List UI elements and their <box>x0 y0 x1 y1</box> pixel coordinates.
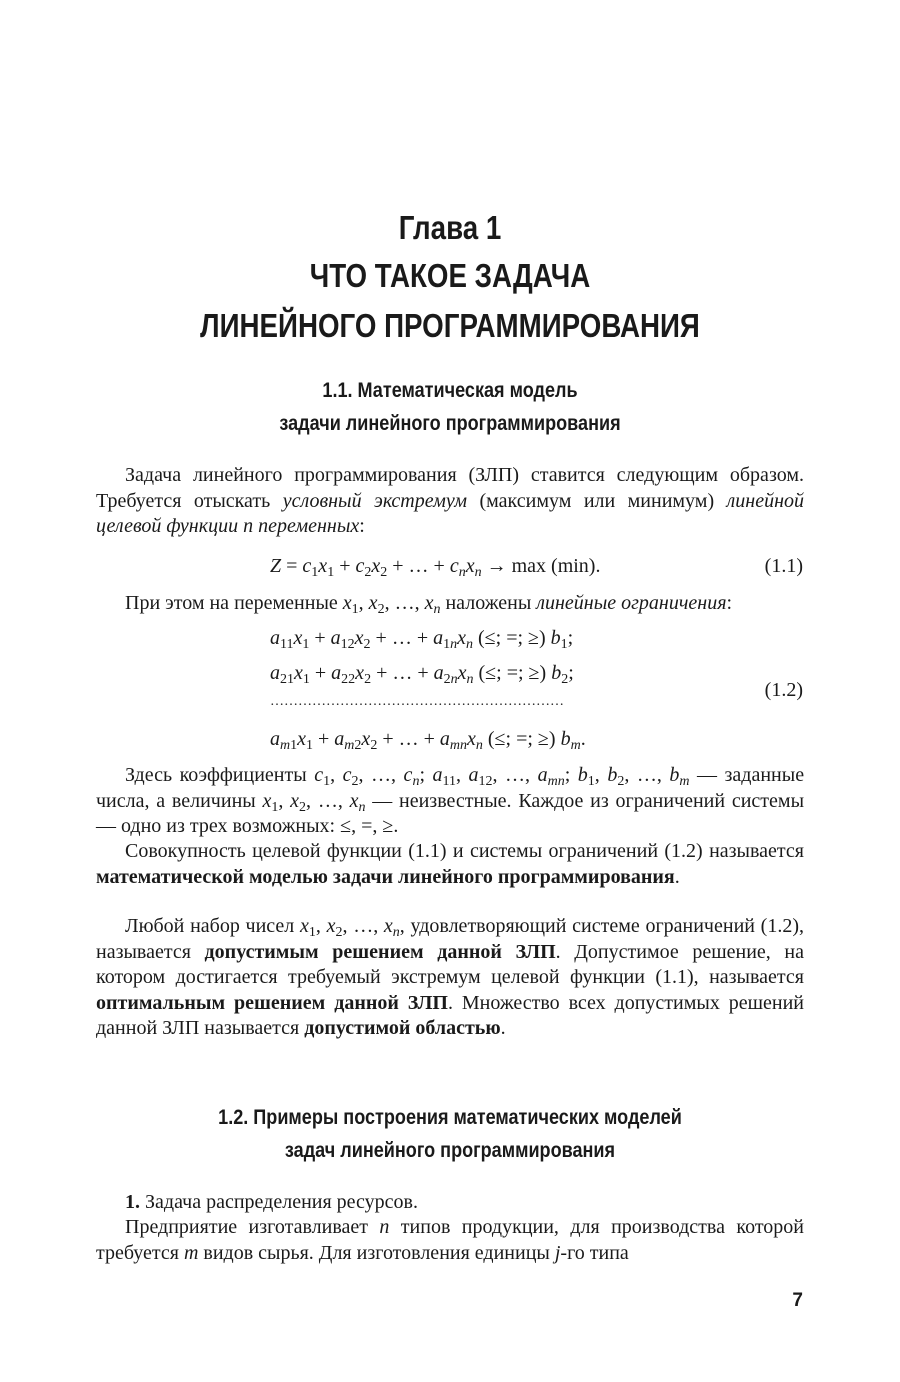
equation-number-1-2: (1.2) <box>764 679 803 701</box>
chapter-title-line-1: ЧТО ТАКОЕ ЗАДАЧА <box>309 257 591 294</box>
enterprise-paragraph: Предприятие изготавливает n типов продукции, для производства которой требуется m видов сырья. Для изготовления единицы j-го типа <box>96 1216 804 1264</box>
constraint-row-1: $a_{11}x_1 + a_{12}x_2$ + … + $a_{1n}x_n$ (≤; =; ≥) $b_1$; <box>270 627 574 653</box>
chapter-label: Глава 1 <box>398 209 502 246</box>
equation-number-1-1: (1.1) <box>764 555 803 577</box>
constraints-intro-paragraph: При этом на переменные $x_1$, $x_2$, …, $x_n$ наложены линейные ограничения: <box>125 592 733 618</box>
coefficients-paragraph: Здесь коэффициенты $c_1$, $c_2$, …, $c_n$; $a_{11}$, $a_{12}$, …, $a_{mn}$; $b_1$, $b_2$, …, $b_m$ — заданные числа, а величины $x_1$, $x_2$, …, $x_n$ — неизвестные. Каждое из ограничений системы — одно из трех возможных: ≤, =, ≥. <box>96 764 805 837</box>
section-1-1-heading-line-2: задачи линейного программирования <box>279 411 621 435</box>
chapter-title-line-2: ЛИНЕЙНОГО ПРОГРАММИРОВАНИЯ <box>200 307 700 344</box>
intro-paragraph: Задача линейного программирования (ЗЛП) ставится следующим образом. Требуется отыскать условный экстремум (максимум или минимум) линейной целевой функции n переменных: <box>96 464 804 537</box>
section-1-1-heading-line-1: 1.1. Математическая модель <box>322 378 578 402</box>
formula-1-1: $Z = c_1x_1 + c_2x_2$ + … + $c_nx_n \to \max (\min)$. <box>270 555 601 581</box>
feasible-solution-paragraph: Любой набор чисел $x_1$, $x_2$, …, $x_n$, удовлетворяющий системе ограничений (1.2), называется допустимым решением данной ЗЛП. Допустимое решение, на котором достигается требуемый экстремум целевой функции (1.1), называется оптимальным решением данной ЗЛП. Множество всех допустимых решений данной ЗЛП называется допустимой областью. <box>96 915 805 1039</box>
constraint-dots-row: ……………………………………………………… <box>270 694 564 709</box>
constraint-row-m: $a_{m1}x_1 + a_{m2}x_2$ + … + $a_{mn}x_n$ (≤; =; ≥) $b_m$. <box>270 728 586 754</box>
example-1-title: 1. Задача распределения ресурсов. <box>125 1191 418 1213</box>
section-1-2-heading-line-1: 1.2. Примеры построения математических моделей <box>218 1105 682 1129</box>
constraint-row-2: $a_{21}x_1 + a_{22}x_2$ + … + $a_{2n}x_n$ (≤; =; ≥) $b_2$; <box>270 662 574 688</box>
section-1-2-heading-line-2: задач линейного программирования <box>284 1138 616 1162</box>
page-number: 7 <box>792 1290 803 1311</box>
model-paragraph: Совокупность целевой функции (1.1) и системы ограничений (1.2) называется математической моделью задачи линейного программирования. <box>96 840 804 888</box>
